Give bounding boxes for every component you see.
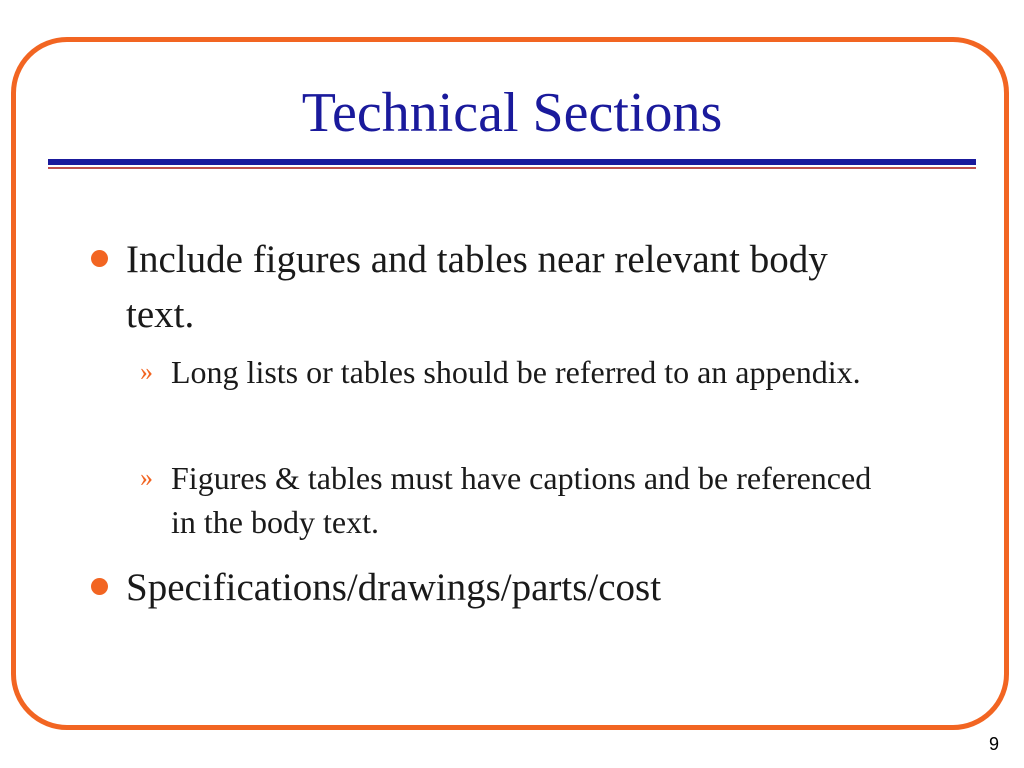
bullet-item xyxy=(126,232,886,342)
bullet-text: Specifications/drawings/parts/cost xyxy=(126,566,662,609)
double-chevron-icon: » xyxy=(140,463,153,492)
filled-circle-icon xyxy=(91,578,108,595)
title-rule-blue xyxy=(48,159,976,165)
filled-circle-icon xyxy=(91,250,108,267)
sub-bullet-item xyxy=(140,350,891,394)
sub-bullet-text: Figures & tables must have captions and be referenced in the body text. xyxy=(171,460,872,540)
sub-bullet-text: Long lists or tables should be referred to an appendix. xyxy=(171,354,861,390)
slide-title: Technical Sections xyxy=(301,82,723,144)
sub-bullet-item xyxy=(140,456,891,544)
title-rule-orange xyxy=(48,167,976,169)
bullet-item xyxy=(126,560,886,615)
double-chevron-icon: » xyxy=(140,357,153,386)
page-number: 9 xyxy=(989,734,1000,754)
bullet-text: Include figures and tables near relevant body text. xyxy=(126,238,828,336)
